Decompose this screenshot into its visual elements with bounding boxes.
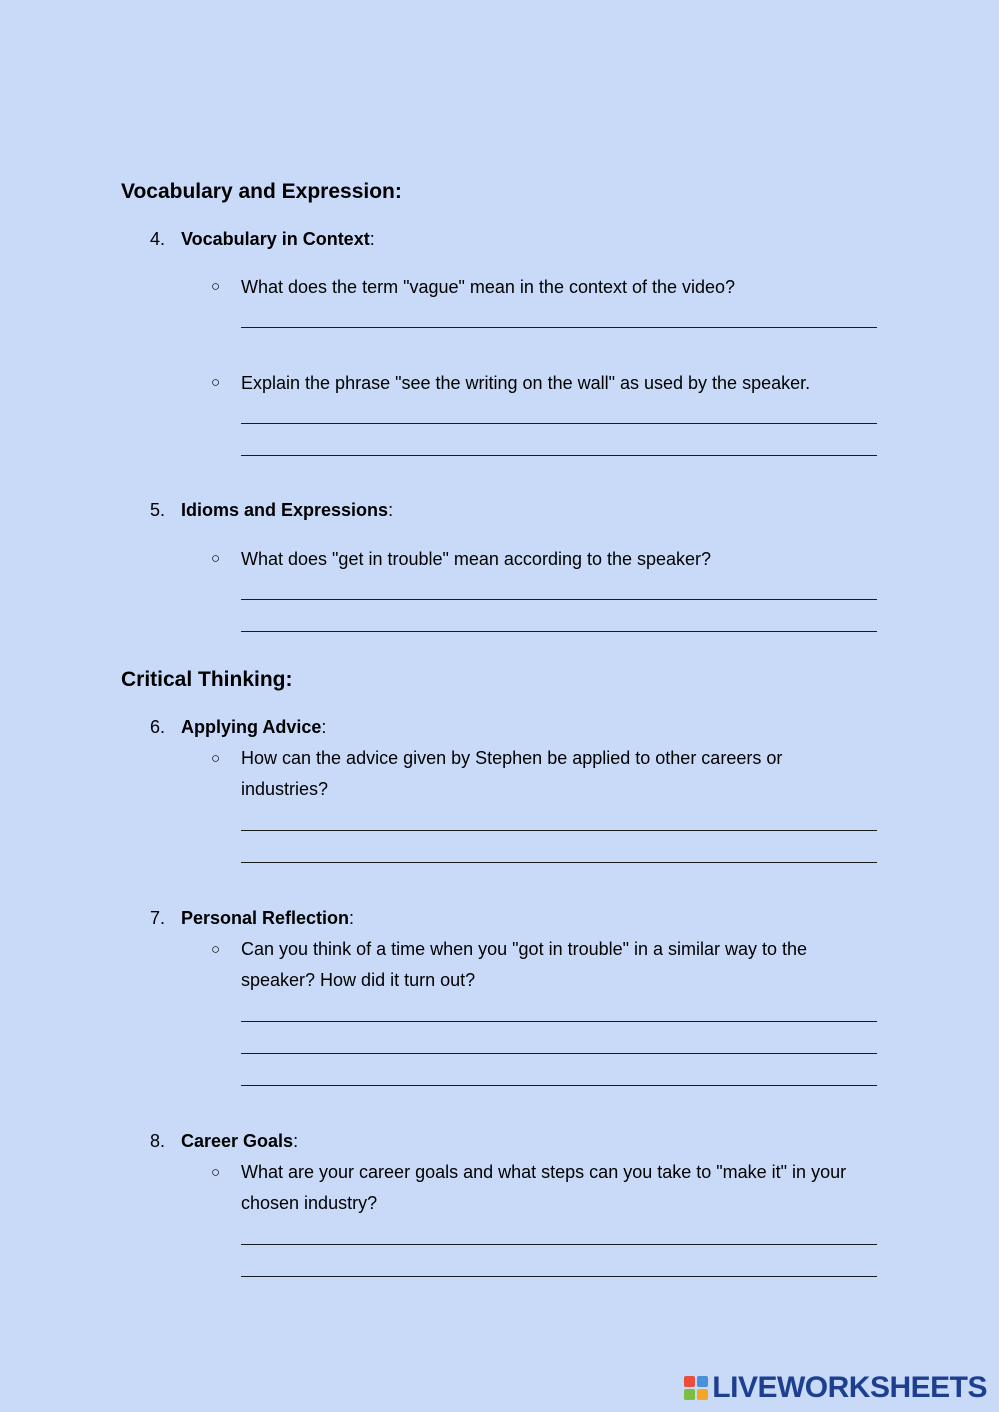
bullet-icon: ○ (211, 278, 221, 295)
logo-mark-tile (684, 1376, 695, 1387)
item-label-suffix: : (388, 500, 394, 520)
item-number: 7. (150, 908, 166, 928)
answer-line[interactable] (241, 830, 877, 831)
answer-line[interactable] (241, 1276, 877, 1277)
bullet-icon: ○ (211, 941, 221, 958)
answer-line[interactable] (241, 862, 877, 863)
item-number: 6. (150, 717, 166, 737)
answer-line[interactable] (241, 455, 877, 456)
item-label: Personal Reflection (181, 908, 350, 928)
question-text: What does the term "vague" mean in the context of the video? (241, 277, 736, 297)
question-text: What are your career goals and what steps can you take to "make it" in your chosen industry? (241, 1162, 847, 1213)
logo-text: LIVEWORKSHEETS (712, 1371, 987, 1404)
bullet-icon: ○ (211, 550, 221, 567)
answer-line[interactable] (241, 1244, 877, 1245)
item-heading-career-goals (181, 1130, 298, 1152)
bullet-icon: ○ (211, 750, 221, 767)
answer-line[interactable] (241, 1085, 877, 1086)
section-title-vocabulary: Vocabulary and Expression: (121, 180, 402, 203)
item-label: Applying Advice (181, 717, 322, 737)
answer-line[interactable] (241, 423, 877, 424)
item-label-suffix: : (321, 717, 327, 737)
item-label-suffix: : (369, 229, 375, 249)
item-heading-idioms-and-expressions (181, 499, 393, 521)
answer-line[interactable] (241, 631, 877, 632)
bullet-icon: ○ (211, 1164, 221, 1181)
logo-mark-tile (697, 1389, 708, 1400)
section-title-critical-thinking: Critical Thinking: (121, 668, 293, 691)
answer-line[interactable] (241, 327, 877, 328)
item-heading-applying-advice (181, 716, 326, 738)
item-number: 4. (150, 229, 166, 249)
logo-mark-tile (684, 1389, 695, 1400)
question-text: What does "get in trouble" mean according to the speaker? (241, 549, 712, 569)
question-text: Explain the phrase "see the writing on the wall" as used by the speaker. (241, 373, 811, 393)
item-heading-vocabulary-in-context (181, 228, 375, 250)
liveworksheets-logo[interactable] (684, 1372, 987, 1404)
logo-mark-tile (697, 1376, 708, 1387)
item-label-suffix: : (293, 1131, 299, 1151)
answer-line[interactable] (241, 1053, 877, 1054)
question-text: Can you think of a time when you "got in trouble" in a similar way to the speaker? How did it turn out? (241, 939, 808, 990)
item-number: 5. (150, 500, 166, 520)
item-label: Vocabulary in Context (181, 229, 370, 249)
liveworksheets-mark-icon (684, 1376, 708, 1400)
item-label: Career Goals (181, 1131, 294, 1151)
bullet-icon: ○ (211, 374, 221, 391)
item-label: Idioms and Expressions (181, 500, 389, 520)
question-text: How can the advice given by Stephen be applied to other careers or industries? (241, 748, 783, 799)
item-heading-personal-reflection (181, 907, 354, 929)
item-number: 8. (150, 1131, 166, 1151)
item-label-suffix: : (349, 908, 355, 928)
answer-line[interactable] (241, 1021, 877, 1022)
answer-line[interactable] (241, 599, 877, 600)
